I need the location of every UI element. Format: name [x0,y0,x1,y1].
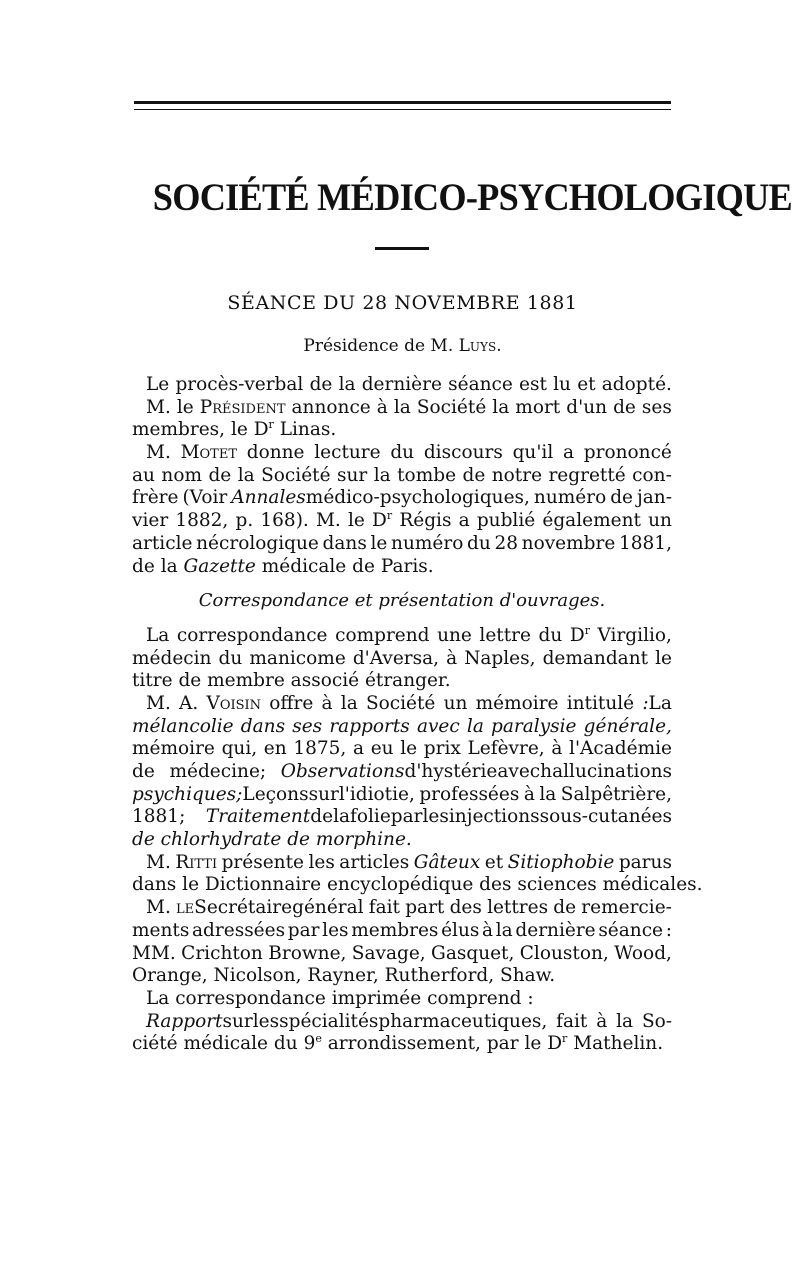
text-line: au nom de la Société sur la tombe de notre regretté con- [132,464,672,486]
text-line: Le procès-verbal de la dernière séance est lu et adopté. [146,374,672,395]
text-line: Rapportsurlesspécialitéspharmaceutiques, fait à la So- [146,1010,672,1032]
title-divider [375,247,429,250]
text-line: MM. Crichton Browne, Savage, Gasquet, Clouston, Wood, [132,942,672,964]
page-title: SOCIÉTÉ MÉDICO-PSYCHOLOGIQUE [152,176,792,219]
text-line: M. le Président annonce à la Société la mort d'un de ses [146,396,672,418]
text-line: ciété médicale du 9e arrondissement, par le $D^r$ Mathelin. [132,1032,664,1055]
text-line: M. leSecrétairegénéral fait part des lettres de remercie- [146,897,672,919]
text-line: vier 1882, p. 168). M. le $D^r$ Régis a publié également un [132,508,672,532]
text-line: M. Ritti présente les articles Gâteux et Sitiophobie parus [146,851,672,873]
text-line: M. A. Voisin offre à la Société un mémoire intitulé :La [146,692,672,714]
presidence-line: Présidence de M. Luys. [303,336,502,356]
session-heading: SÉANCE DU 28 NOVEMBRE 1881 [227,292,578,314]
text-line: titre de membre associé étranger. [132,670,451,692]
text-line: médecin du manicome d'Aversa, à Naples, demandant le [132,647,672,669]
text-line: mémoire qui, en 1875, a eu le prix Lefèvre, à l'Académie [132,738,672,760]
text-line: psychiques;Leçonssurl'idiotie, professées à la Salpêtrière, [132,783,672,805]
text-line: ments adressées par les membres élus à la dernière séance : [132,919,672,941]
text-line: 1881; Traitementdelafolieparlesinjectionssous-cutanées [132,806,672,828]
top-rule [134,101,671,110]
text-line: article nécrologique dans le numéro du 28 novembre 1881, [132,532,672,554]
text-line: Orange, Nicolson, Rayner, Rutherford, Shaw. [132,965,556,987]
text-line: La correspondance imprimée comprend : [146,987,534,1009]
section-heading: Correspondance et présentation d'ouvrages. [198,590,606,612]
body-text [132,374,703,1056]
text-line: de la Gazette médicale de Paris. [132,555,434,577]
text-line: membres, le $D^r$ Linas. [132,418,337,441]
text-line: La correspondance comprend une lettre du $D^r$ Virgilio, [146,623,672,646]
text-line: de chlorhydrate de morphine. [132,829,412,851]
text-line: mélancolie dans ses rapports avec la paralysie générale, [132,715,672,737]
text-line: de médecine; Observationsd'hystérieavechallucinations [132,761,672,782]
text-line: frère (Voir Annalesmédico-psychologiques, numéro de jan- [132,487,672,509]
text-line: dans le Dictionnaire encyclopédique des sciences médicales. [132,874,703,896]
text-line: M. Motet donne lecture du discours qu'il a prononcé [146,442,672,464]
